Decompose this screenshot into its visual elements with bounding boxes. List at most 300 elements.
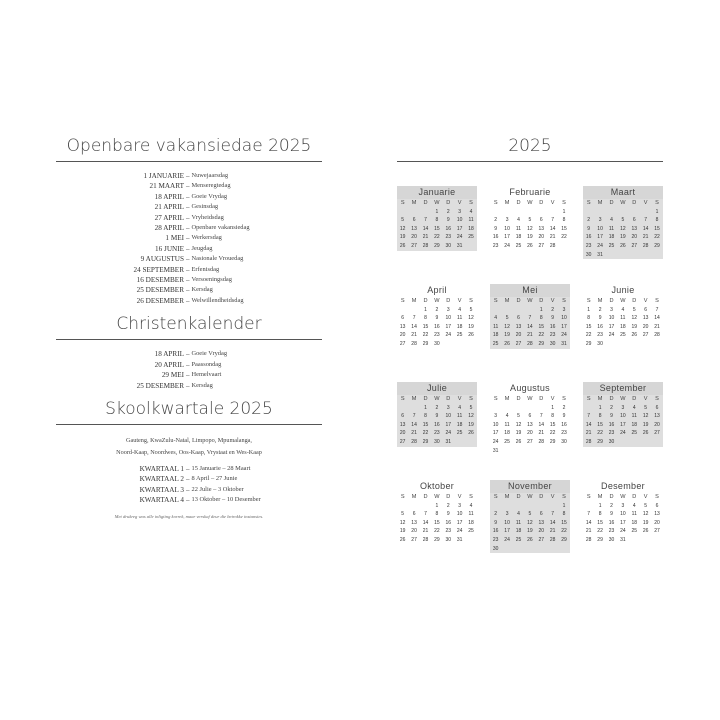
weekday-label: S <box>469 298 473 304</box>
empty-cell <box>536 404 547 413</box>
day-cell: 8 <box>539 315 543 322</box>
day-cell: 29 <box>549 438 556 445</box>
weekday-label: D <box>539 200 544 206</box>
empty-cell <box>397 306 408 315</box>
day-cell: 21 <box>549 528 556 535</box>
day-cell: 31 <box>456 536 463 543</box>
day-cell: 27 <box>399 438 406 445</box>
day-cell: 20 <box>538 234 545 241</box>
day-cell: 22 <box>585 332 592 339</box>
day-cell: 4 <box>610 217 613 224</box>
day-cell: 29 <box>561 536 567 543</box>
day-cell: 12 <box>468 413 474 420</box>
disclaimer-note: Met drukreg was alle inligting korrek, maar verskaf deur die betrokke instansies. <box>114 513 264 519</box>
empty-cell <box>524 306 535 315</box>
dash-separator: – <box>186 485 190 494</box>
day-cell: 19 <box>468 323 474 330</box>
christian-row-name: Paassondag <box>191 360 222 368</box>
day-cell: 5 <box>469 306 473 313</box>
empty-cell <box>501 306 512 315</box>
day-cell: 31 <box>456 242 463 249</box>
day-cell: 17 <box>561 323 567 330</box>
day-cell: 21 <box>411 430 417 437</box>
weekday-label: W <box>620 298 626 304</box>
day-cell: 12 <box>642 511 649 518</box>
day-cell: 2 <box>446 208 450 215</box>
day-cell: 13 <box>399 323 406 330</box>
term-row-name: 22 Julie – 3 Oktober <box>191 485 244 493</box>
day-cell: 28 <box>549 536 556 543</box>
holiday-row-name: Openbare vakansiedag <box>191 224 250 232</box>
day-cell: 12 <box>620 225 626 232</box>
day-cell: 18 <box>456 323 463 330</box>
weekday-label: V <box>643 494 648 500</box>
day-cell: 2 <box>494 217 498 224</box>
day-cell: 13 <box>654 413 660 420</box>
day-cell: 7 <box>539 413 543 420</box>
day-cell: 28 <box>422 242 429 249</box>
day-cell: 12 <box>515 421 522 428</box>
day-cell: 11 <box>515 519 522 526</box>
day-cell: 28 <box>422 536 429 543</box>
day-cell: 20 <box>654 519 660 526</box>
weekday-label: S <box>400 200 405 206</box>
month-april <box>397 284 477 349</box>
day-cell: 28 <box>411 340 417 347</box>
month-julie <box>397 382 477 447</box>
weekday-label: D <box>609 200 614 206</box>
day-cell: 1 <box>424 306 427 313</box>
day-cell: 14 <box>538 421 545 428</box>
weekday-label: M <box>411 494 417 500</box>
empty-cell <box>547 502 558 511</box>
day-cell: 11 <box>468 217 474 224</box>
day-cell: 23 <box>492 242 499 249</box>
day-cell: 26 <box>399 242 406 249</box>
day-cell: 20 <box>642 323 649 330</box>
day-cell: 16 <box>597 323 603 330</box>
day-cell: 14 <box>585 421 592 428</box>
dash-separator: – <box>186 381 190 390</box>
day-cell: 2 <box>446 502 450 509</box>
day-cell: 30 <box>445 242 452 249</box>
day-cell: 4 <box>458 404 462 411</box>
day-cell: 13 <box>411 225 417 232</box>
holiday-row <box>56 254 322 264</box>
day-cell: 12 <box>468 315 474 322</box>
day-cell: 12 <box>527 225 533 232</box>
holiday-row-date: 1 MEI <box>165 234 184 243</box>
day-cell: 8 <box>435 511 439 518</box>
weekday-label: S <box>655 298 659 304</box>
day-cell: 2 <box>435 404 439 411</box>
month-grid <box>397 186 663 586</box>
day-cell: 24 <box>445 332 452 339</box>
weekday-label: V <box>643 396 648 402</box>
day-cell: 25 <box>468 528 474 535</box>
month-oktober <box>397 480 477 545</box>
weekday-label: S <box>400 494 405 500</box>
day-cell: 20 <box>399 332 406 339</box>
month-name: Februarie <box>509 187 551 197</box>
day-cell: 13 <box>538 225 545 232</box>
christian-row <box>56 381 322 391</box>
day-cell: 19 <box>468 421 474 428</box>
holiday-row-name: Versoeningsdag <box>191 276 232 284</box>
day-cell: 19 <box>631 323 638 330</box>
day-cell: 10 <box>445 315 452 322</box>
day-cell: 6 <box>655 502 659 509</box>
day-cell: 30 <box>492 545 499 552</box>
empty-cell <box>408 208 419 217</box>
day-cell: 20 <box>411 234 417 241</box>
day-cell: 15 <box>654 225 660 232</box>
day-cell: 10 <box>608 315 615 322</box>
weekday-label: S <box>586 494 591 500</box>
day-cell: 10 <box>620 413 626 420</box>
day-cell: 12 <box>399 225 406 232</box>
day-cell: 15 <box>549 421 556 428</box>
weekday-label: S <box>400 396 405 402</box>
dash-separator: – <box>186 286 190 295</box>
empty-cell <box>536 208 547 217</box>
school-terms-list <box>56 464 322 506</box>
day-cell: 31 <box>492 447 499 454</box>
dash-separator: – <box>186 350 190 359</box>
month-februarie <box>490 186 570 251</box>
empty-cell <box>524 502 535 511</box>
day-cell: 1 <box>539 306 543 313</box>
day-cell: 14 <box>527 323 533 330</box>
day-cell: 17 <box>445 421 452 428</box>
month-name: November <box>490 480 570 493</box>
day-cell: 18 <box>515 528 522 535</box>
month-junie <box>583 284 663 349</box>
day-cell: 5 <box>644 502 648 509</box>
day-cell: 8 <box>551 413 555 420</box>
day-cell: 4 <box>517 217 520 224</box>
day-cell: 15 <box>597 421 603 428</box>
weekday-label: D <box>632 200 637 206</box>
day-cell: 12 <box>642 413 649 420</box>
day-cell: 26 <box>399 536 406 543</box>
day-cell: 22 <box>561 528 567 535</box>
day-cell: 13 <box>399 421 406 428</box>
holiday-row-date: 9 AUGUSTUS <box>140 255 184 264</box>
day-cell: 9 <box>587 225 591 232</box>
empty-cell <box>513 404 524 413</box>
empty-cell <box>536 502 547 511</box>
weekday-label: W <box>527 298 533 304</box>
day-cell: 10 <box>492 421 499 428</box>
day-cell: 7 <box>587 511 591 518</box>
dash-separator: – <box>186 192 190 201</box>
day-cell: 26 <box>468 430 474 437</box>
day-cell: 21 <box>642 234 649 241</box>
day-cell: 16 <box>445 519 452 526</box>
day-cell: 15 <box>434 519 440 526</box>
holiday-row-name: Welwillendheidsdag <box>191 296 244 304</box>
day-cell: 17 <box>456 519 463 526</box>
weekday-label: M <box>504 298 510 304</box>
day-cell: 17 <box>445 323 452 330</box>
day-cell: 3 <box>505 511 509 518</box>
day-cell: 7 <box>424 217 427 224</box>
weekday-label: V <box>457 494 462 500</box>
weekday-label: S <box>400 298 405 304</box>
day-cell: 8 <box>587 315 591 322</box>
day-cell: 21 <box>549 234 556 241</box>
weekday-label: S <box>469 200 473 206</box>
day-cell: 18 <box>631 421 638 428</box>
day-cell: 10 <box>597 225 603 232</box>
weekday-label: M <box>411 396 417 402</box>
day-cell: 27 <box>654 430 660 437</box>
holiday-row <box>56 213 322 223</box>
day-cell: 4 <box>632 502 636 509</box>
day-cell: 30 <box>561 438 567 445</box>
day-cell: 6 <box>655 404 659 411</box>
weekday-label: D <box>423 298 428 304</box>
weekday-label: W <box>620 396 626 402</box>
day-cell: 15 <box>561 519 567 526</box>
month-days <box>583 493 663 545</box>
day-cell: 29 <box>597 438 603 445</box>
day-cell: 23 <box>549 332 556 339</box>
day-cell: 26 <box>515 438 522 445</box>
day-cell: 1 <box>587 306 591 313</box>
holiday-row-date: 26 DESEMBER <box>136 296 184 305</box>
day-cell: 9 <box>446 217 450 224</box>
day-cell: 7 <box>528 315 532 322</box>
day-cell: 20 <box>538 528 545 535</box>
day-cell: 1 <box>435 208 439 215</box>
day-cell: 31 <box>561 340 567 347</box>
year-title: 2025 <box>397 136 663 162</box>
month-name: Maart <box>583 186 663 199</box>
day-cell: 6 <box>632 217 636 224</box>
month-days <box>397 493 477 545</box>
weekday-label: D <box>539 298 544 304</box>
day-cell: 15 <box>422 421 429 428</box>
empty-cell <box>501 502 512 511</box>
month-days <box>583 297 663 349</box>
holidays-page <box>56 130 322 519</box>
dash-separator: – <box>186 296 190 305</box>
christian-row <box>56 360 322 370</box>
month-name: Junie <box>611 285 635 295</box>
weekday-label: D <box>516 494 521 500</box>
day-cell: 13 <box>538 519 545 526</box>
weekday-label: W <box>434 396 440 402</box>
weekday-label: S <box>493 200 498 206</box>
holiday-row-name: Werkersdag <box>191 234 222 242</box>
weekday-label: S <box>493 298 498 304</box>
day-cell: 30 <box>434 340 440 347</box>
day-cell: 25 <box>631 430 638 437</box>
weekday-label: D <box>632 298 637 304</box>
holiday-row-name: Nasionale Vrouedag <box>191 255 244 263</box>
provinces-line-2: Noord-Kaap, Noordwes, Oos-Kaap, Vrystaat en Wes-Kaap <box>116 448 262 456</box>
day-cell: 14 <box>585 519 592 526</box>
empty-cell <box>501 404 512 413</box>
day-cell: 24 <box>597 242 603 249</box>
day-cell: 29 <box>585 340 592 347</box>
day-cell: 29 <box>422 340 429 347</box>
day-cell: 16 <box>608 421 615 428</box>
christian-row-date: 29 MEI <box>161 371 184 380</box>
day-cell: 26 <box>468 332 474 339</box>
holiday-row <box>56 244 322 254</box>
day-cell: 12 <box>527 519 533 526</box>
day-cell: 9 <box>551 315 555 322</box>
day-cell: 1 <box>598 502 602 509</box>
month-days <box>490 199 570 251</box>
day-cell: 17 <box>456 225 463 232</box>
day-cell: 2 <box>610 502 613 509</box>
day-cell: 18 <box>620 323 626 330</box>
day-cell: 6 <box>412 217 416 224</box>
provinces-line-1: Gauteng, KwaZulu-Natal, Limpopo, Mpumalanga, <box>126 436 252 444</box>
day-cell: 2 <box>598 306 602 313</box>
holiday-row <box>56 202 322 212</box>
dash-separator: – <box>186 244 190 253</box>
empty-cell <box>640 208 651 217</box>
day-cell: 7 <box>655 306 659 313</box>
day-cell: 30 <box>608 438 615 445</box>
day-cell: 14 <box>642 225 649 232</box>
day-cell: 28 <box>411 438 417 445</box>
day-cell: 4 <box>469 502 473 509</box>
holiday-row-date: 21 APRIL <box>154 203 184 212</box>
holiday-row <box>56 171 322 181</box>
weekday-label: M <box>504 396 510 402</box>
dash-separator: – <box>186 234 190 243</box>
month-maart <box>583 186 663 259</box>
holiday-row-date: 25 DESEMBER <box>136 286 184 295</box>
day-cell: 18 <box>492 332 499 339</box>
day-cell: 6 <box>517 315 520 322</box>
empty-cell <box>408 502 419 511</box>
weekday-label: D <box>609 494 614 500</box>
empty-cell <box>408 306 419 315</box>
day-cell: 10 <box>504 225 510 232</box>
dash-separator: – <box>186 213 190 222</box>
day-cell: 28 <box>527 340 533 347</box>
day-cell: 26 <box>620 242 626 249</box>
empty-cell <box>583 404 594 413</box>
weekday-label: V <box>643 298 648 304</box>
day-cell: 11 <box>457 315 463 322</box>
weekday-label: S <box>655 200 659 206</box>
public-holidays-title: Openbare vakansiedae 2025 <box>56 136 322 162</box>
day-cell: 29 <box>597 536 603 543</box>
dash-separator: – <box>186 172 190 180</box>
day-cell: 15 <box>561 225 567 232</box>
day-cell: 14 <box>422 225 429 232</box>
weekday-label: D <box>446 298 451 304</box>
day-cell: 10 <box>504 519 510 526</box>
day-cell: 5 <box>632 306 636 313</box>
day-cell: 24 <box>492 438 499 445</box>
month-desember <box>583 480 663 545</box>
christian-row-name: Goeie Vrydag <box>191 350 228 358</box>
day-cell: 5 <box>517 413 520 420</box>
day-cell: 2 <box>494 511 498 518</box>
day-cell: 26 <box>527 536 533 543</box>
day-cell: 4 <box>632 404 636 411</box>
day-cell: 3 <box>505 217 509 224</box>
holiday-row <box>56 275 322 285</box>
day-cell: 11 <box>457 413 463 420</box>
empty-cell <box>513 306 524 315</box>
holiday-row-date: 16 JUNIE <box>155 244 184 253</box>
month-september <box>583 382 663 447</box>
month-days <box>490 395 570 455</box>
day-cell: 4 <box>494 315 498 322</box>
day-cell: 29 <box>434 242 440 249</box>
month-days <box>490 493 570 553</box>
dash-separator: – <box>186 475 190 484</box>
empty-cell <box>397 502 408 511</box>
day-cell: 3 <box>562 306 566 313</box>
day-cell: 19 <box>527 528 533 535</box>
day-cell: 21 <box>411 332 417 339</box>
day-cell: 14 <box>549 519 556 526</box>
day-cell: 20 <box>399 430 406 437</box>
day-cell: 12 <box>399 519 406 526</box>
day-cell: 30 <box>608 536 615 543</box>
weekday-label: S <box>562 200 566 206</box>
day-cell: 7 <box>412 413 416 420</box>
day-cell: 22 <box>597 528 603 535</box>
dash-separator: – <box>186 371 190 380</box>
day-cell: 4 <box>505 413 509 420</box>
day-cell: 17 <box>504 234 510 241</box>
term-row <box>56 485 322 495</box>
weekday-label: S <box>493 494 498 500</box>
christian-row-name: Kersdag <box>191 381 213 389</box>
empty-cell <box>594 208 605 217</box>
day-cell: 4 <box>517 511 520 518</box>
empty-cell <box>501 208 512 217</box>
day-cell: 27 <box>399 340 406 347</box>
weekday-label: M <box>597 396 603 402</box>
day-cell: 30 <box>434 438 440 445</box>
day-cell: 21 <box>538 430 545 437</box>
month-name: April <box>427 285 447 295</box>
day-cell: 13 <box>631 225 638 232</box>
day-cell: 22 <box>434 234 440 241</box>
day-cell: 25 <box>515 536 522 543</box>
empty-cell <box>606 208 617 217</box>
weekday-label: M <box>411 200 417 206</box>
empty-cell <box>490 404 501 413</box>
day-cell: 11 <box>631 511 637 518</box>
day-cell: 20 <box>631 234 638 241</box>
weekday-label: S <box>586 298 591 304</box>
weekday-label: D <box>539 494 544 500</box>
empty-cell <box>397 208 408 217</box>
day-cell: 8 <box>598 413 602 420</box>
holiday-row-date: 21 MAART <box>149 182 184 191</box>
day-cell: 5 <box>528 511 532 518</box>
day-cell: 11 <box>515 225 522 232</box>
day-cell: 3 <box>446 404 450 411</box>
day-cell: 14 <box>549 225 556 232</box>
day-cell: 10 <box>620 511 626 518</box>
day-cell: 16 <box>492 234 499 241</box>
